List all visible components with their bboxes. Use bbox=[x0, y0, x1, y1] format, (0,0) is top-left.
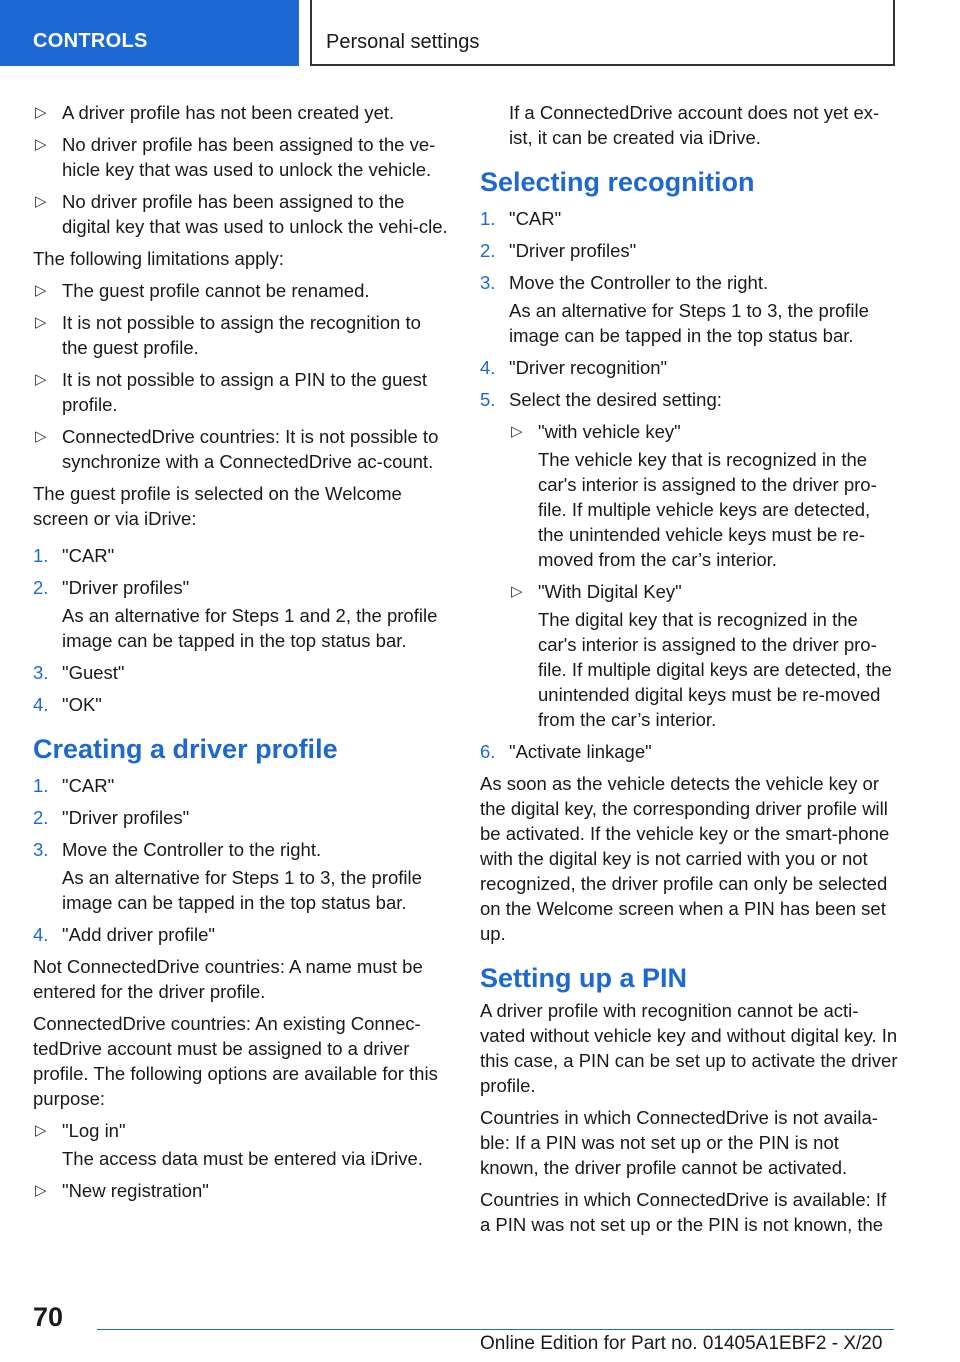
numbered-step: 5. Select the desired setting: bbox=[480, 389, 722, 410]
numbered-step: 1. "CAR" bbox=[33, 545, 115, 566]
setting-note: The vehicle key that is recognized in the car's interior is assigned to the driver pro-file. If multiple vehicle keys are detected, the unintended vehicle keys must be re-moved from the car’s interior. bbox=[538, 449, 877, 570]
triangle-right-icon: ▷ bbox=[511, 583, 523, 600]
numbered-step: 2. "Driver profiles" bbox=[33, 577, 190, 598]
numbered-step: 3. "Guest" bbox=[33, 662, 125, 683]
paragraph: Countries in which ConnectedDrive is not availa-ble: If a PIN was not set up or the PIN is not known, the driver profile cannot be activated. bbox=[480, 1107, 878, 1178]
paragraph: Countries in which ConnectedDrive is available: If a PIN was not set up or the PIN is not known, the bbox=[480, 1189, 887, 1235]
triangle-right-icon: ▷ bbox=[35, 104, 47, 121]
right-column bbox=[480, 100, 900, 1244]
paragraph: As soon as the vehicle detects the vehicle key or the digital key, the corresponding driver profile will be activated. If the vehicle key or the smart-phone with the digital key is not carried with you or not recognized, the driver profile can only be selected on the Welcome screen when a PIN has been set up. bbox=[480, 773, 890, 944]
chapter-title: Personal settings bbox=[326, 31, 480, 53]
list-item: ▷ "Log in" bbox=[35, 1120, 126, 1141]
numbered-step: 2. "Driver profiles" bbox=[33, 807, 190, 828]
triangle-right-icon: ▷ bbox=[511, 423, 523, 440]
header-rule bbox=[310, 64, 895, 66]
triangle-right-icon: ▷ bbox=[35, 282, 47, 299]
triangle-right-icon: ▷ bbox=[35, 136, 47, 153]
triangle-right-icon: ▷ bbox=[35, 1122, 47, 1139]
header-divider bbox=[310, 0, 312, 66]
numbered-step: 1. "CAR" bbox=[33, 775, 115, 796]
option-note: The access data must be entered via iDrive. bbox=[62, 1148, 423, 1169]
step-note: As an alternative for Steps 1 to 3, the profile image can be tapped in the top status bar. bbox=[62, 867, 422, 913]
page-header bbox=[0, 0, 960, 66]
list-item: ▷ "With Digital Key" bbox=[511, 581, 682, 602]
numbered-step: 6. "Activate linkage" bbox=[480, 741, 652, 762]
triangle-right-icon: ▷ bbox=[35, 314, 47, 331]
numbered-step: 2. "Driver profiles" bbox=[480, 240, 637, 261]
numbered-step: 4. "Add driver profile" bbox=[33, 924, 215, 945]
numbered-step: 4. "Driver recognition" bbox=[480, 357, 668, 378]
triangle-right-icon: ▷ bbox=[35, 193, 47, 210]
page-number: 70 bbox=[33, 1302, 64, 1332]
left-column bbox=[33, 100, 451, 1210]
list-item: ▷ ConnectedDrive countries: It is not possible to synchronize with a ConnectedDrive ac-count. bbox=[35, 426, 439, 472]
numbered-step: 3. Move the Controller to the right. bbox=[480, 272, 769, 293]
section-heading: Creating a driver profile bbox=[33, 734, 338, 764]
list-item: ▷ It is not possible to assign the recognition to the guest profile. bbox=[35, 312, 421, 358]
numbered-step: 3. Move the Controller to the right. bbox=[33, 839, 322, 860]
list-item: ▷ No driver profile has been assigned to the ve-hicle key that was used to unlock the vehicle. bbox=[35, 134, 436, 180]
section-heading: Selecting recognition bbox=[480, 167, 755, 197]
paragraph: The guest profile is selected on the Welcome screen or via iDrive: bbox=[33, 483, 402, 529]
paragraph: Not ConnectedDrive countries: A name must be entered for the driver profile. bbox=[33, 956, 423, 1002]
section-tab: CONTROLS bbox=[0, 0, 299, 66]
triangle-right-icon: ▷ bbox=[35, 371, 47, 388]
footer-edition: Online Edition for Part no. 01405A1EBF2 - X/20 bbox=[480, 1333, 883, 1354]
triangle-right-icon: ▷ bbox=[35, 1182, 47, 1199]
option-note: If a ConnectedDrive account does not yet ex-ist, it can be created via iDrive. bbox=[509, 102, 880, 148]
setting-note: The digital key that is recognized in the car's interior is assigned to the driver pro-file. If multiple digital keys are detected, the unintended digital keys must be re-moved from the car’s interior. bbox=[538, 609, 892, 730]
list-item: ▷ "New registration" bbox=[35, 1180, 209, 1201]
list-item: ▷ The guest profile cannot be renamed. bbox=[35, 280, 370, 301]
paragraph: A driver profile with recognition cannot be acti-vated without vehicle key and without digital key. In this case, a PIN can be set up to activate the driver profile. bbox=[480, 1000, 898, 1096]
list-item: ▷ It is not possible to assign a PIN to the guest profile. bbox=[35, 369, 428, 415]
list-item: ▷ "with vehicle key" bbox=[511, 421, 681, 442]
section-heading: Setting up a PIN bbox=[480, 963, 688, 993]
paragraph: The following limitations apply: bbox=[33, 248, 284, 269]
step-note: As an alternative for Steps 1 and 2, the profile image can be tapped in the top status bar. bbox=[62, 605, 438, 651]
list-item: ▷ No driver profile has been assigned to the digital key that was used to unlock the vehi-cle. bbox=[35, 191, 448, 237]
triangle-right-icon: ▷ bbox=[35, 428, 47, 445]
header-end-divider bbox=[893, 0, 895, 66]
step-note: As an alternative for Steps 1 to 3, the profile image can be tapped in the top status bar. bbox=[509, 300, 869, 346]
paragraph: ConnectedDrive countries: An existing Connec-tedDrive account must be assigned to a driver profile. The following options are available for this purpose: bbox=[33, 1013, 438, 1109]
numbered-step: 4. "OK" bbox=[33, 694, 102, 715]
numbered-step: 1. "CAR" bbox=[480, 208, 562, 229]
list-item: ▷ A driver profile has not been created yet. bbox=[35, 102, 395, 123]
footer-rule bbox=[97, 1329, 894, 1330]
